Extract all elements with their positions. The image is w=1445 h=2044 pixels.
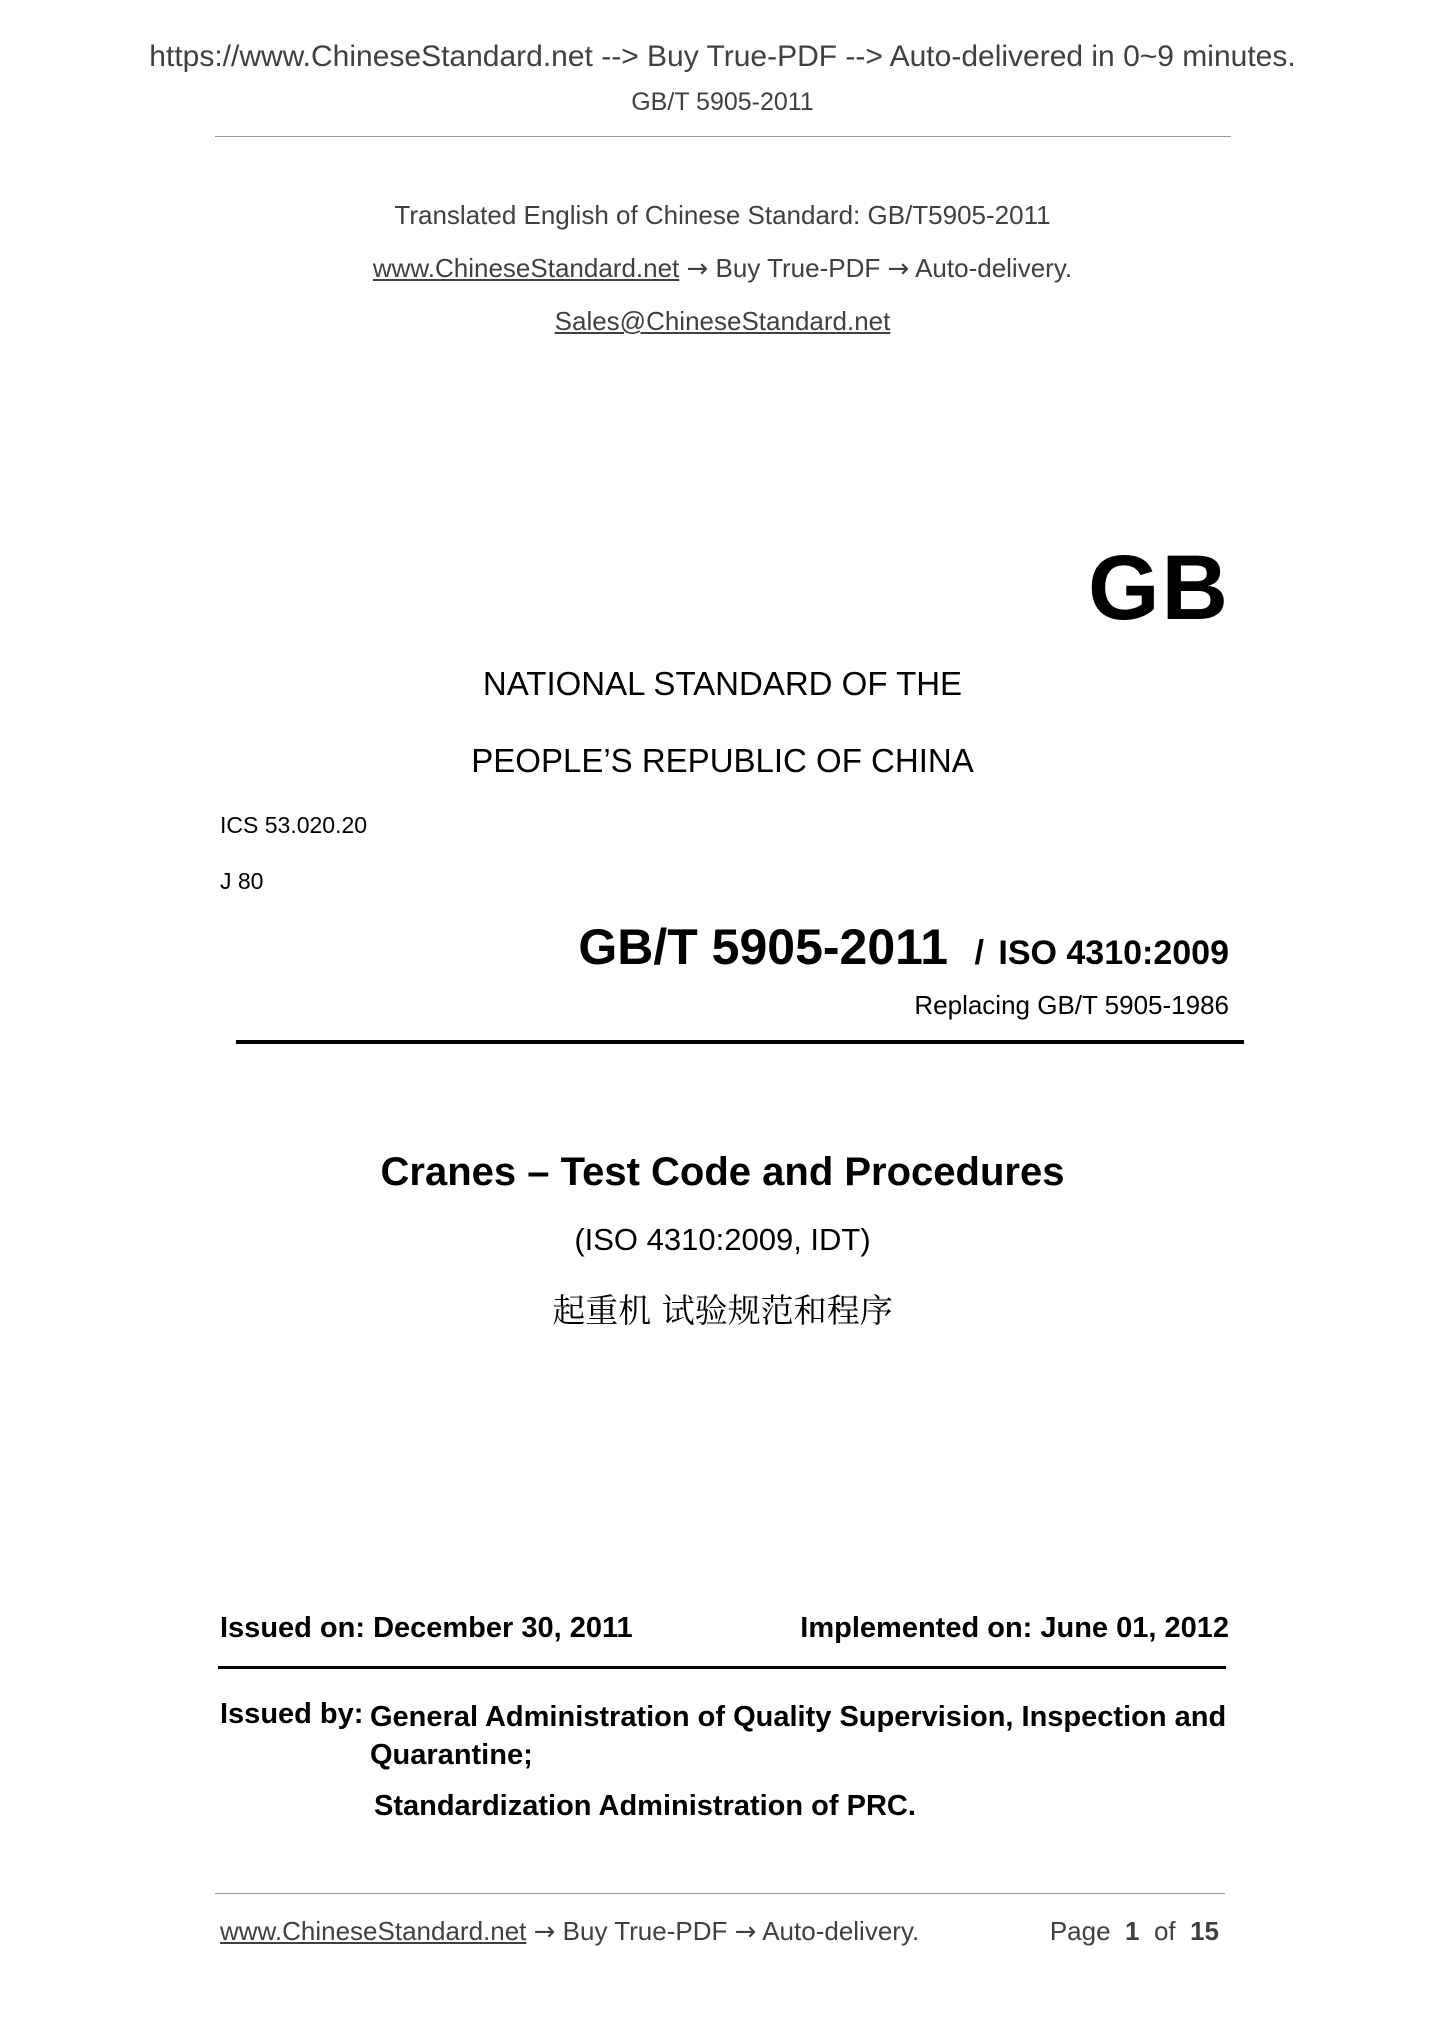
footer-purchase-line (220, 1916, 919, 1947)
purchase-notice (0, 253, 1445, 284)
iso-code: ISO 4310:2009 (998, 934, 1229, 972)
gb-mark: GB (1088, 537, 1230, 639)
buy-text: Buy True-PDF (715, 253, 881, 283)
title-divider (236, 1040, 1244, 1044)
ics-code: ICS 53.020.20 (220, 812, 368, 838)
page-label: Page (1049, 1916, 1111, 1946)
national-standard-line-2: PEOPLE’S REPUBLIC OF CHINA (471, 742, 974, 779)
implemented-on-date: Implemented on: June 01, 2012 (800, 1612, 1229, 1644)
header-divider (215, 136, 1231, 137)
adoption-note: (ISO 4310:2009, IDT) (574, 1222, 871, 1257)
dates-divider (218, 1666, 1226, 1669)
gbt-code: GB/T 5905-2011 (578, 919, 949, 975)
footer-delivery-text: Auto-delivery. (762, 1916, 920, 1946)
page-of: of (1153, 1916, 1176, 1946)
email-line (0, 306, 1445, 337)
arrow-right-icon: → (533, 1917, 556, 1947)
issuer-sac: Standardization Administration of PRC. (374, 1790, 916, 1822)
footer-divider (215, 1893, 1225, 1894)
site-link[interactable]: www.ChineseStandard.net (372, 253, 680, 283)
delivery-text: Auto-delivery. (915, 253, 1073, 283)
page-indicator (1050, 1916, 1219, 1947)
page-total: 15 (1190, 1916, 1219, 1946)
issuer-aqsiq: General Administration of Quality Supervision, Inspection and Quarantine; (370, 1701, 1227, 1771)
top-banner: https://www.ChineseStandard.net --> Buy True-PDF --> Auto-delivered in 0~9 minutes. (149, 40, 1296, 73)
code-separator: / (974, 934, 984, 972)
arrow-right-icon: → (686, 254, 709, 284)
chinese-title: 起重机 试验规范和程序 (552, 1291, 893, 1330)
footer-site-link[interactable]: www.ChineseStandard.net (220, 1916, 527, 1946)
sales-email-link[interactable]: Sales@ChineseStandard.net (554, 306, 891, 336)
ccs-code: J 80 (220, 868, 264, 894)
page-current: 1 (1125, 1916, 1140, 1946)
national-standard-line-1: NATIONAL STANDARD OF THE (482, 665, 963, 702)
arrow-right-icon: → (887, 254, 910, 284)
footer-buy-text: Buy True-PDF (562, 1916, 728, 1946)
issued-on-date: Issued on: December 30, 2011 (220, 1612, 633, 1644)
document-title: Cranes – Test Code and Procedures (380, 1150, 1065, 1194)
translation-notice: Translated English of Chinese Standard: GB/T5905-2011 (394, 200, 1051, 230)
header-doc-code: GB/T 5905-2011 (631, 88, 814, 116)
replacing-note: Replacing GB/T 5905-1986 (914, 990, 1229, 1020)
standard-number (578, 918, 1229, 976)
arrow-right-icon: → (734, 1917, 757, 1947)
issued-by-label: Issued by: (220, 1698, 364, 1730)
